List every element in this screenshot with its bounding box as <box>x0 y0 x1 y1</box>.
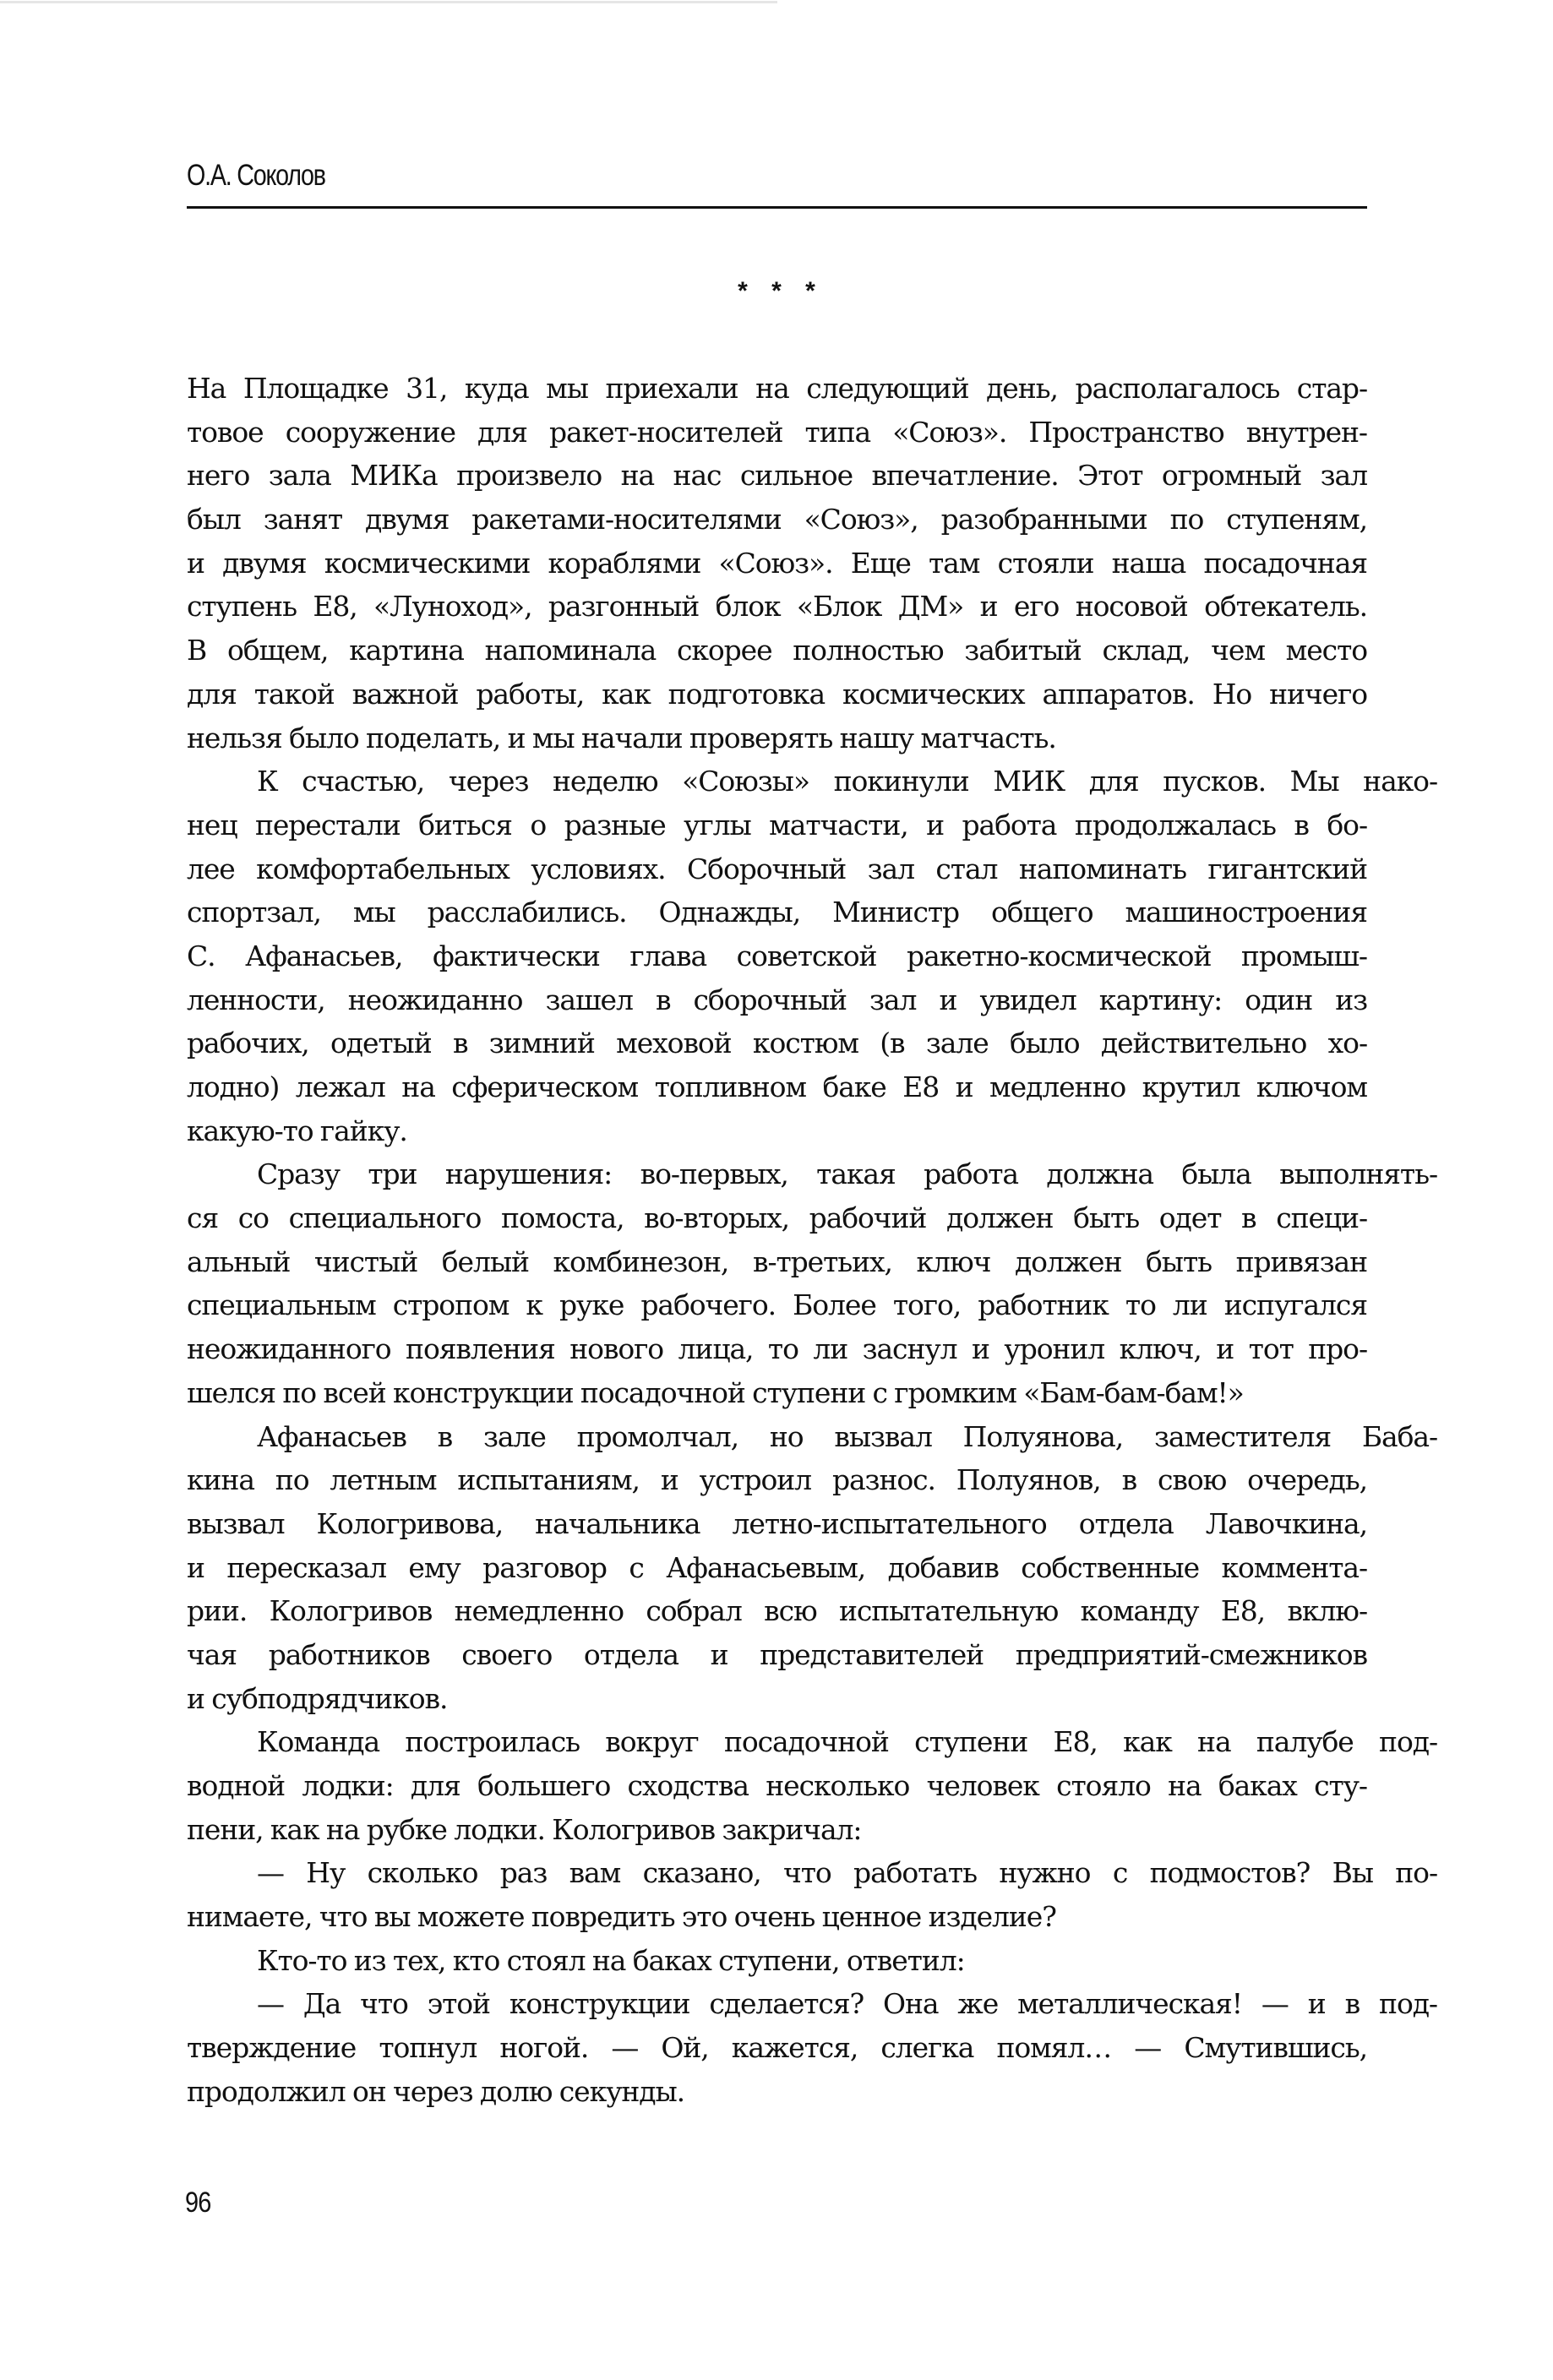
text-line: был занят двумя ракетами-носителями «Союз», разобранными по ступеням, <box>187 503 1367 536</box>
text-line: специальным стропом к руке рабочего. Более того, работник то ли испугался <box>187 1288 1367 1322</box>
text-line: В общем, картина напоминала скорее полностью забитый склад, чем место <box>187 634 1367 667</box>
text-line: продолжил он через долю секунды. <box>187 2074 685 2108</box>
text-line: него зала МИКа произвело на нас сильное впечатление. Этот огромный зал <box>187 459 1367 493</box>
text-line: альный чистый белый комбинезон, в-третьих, ключ должен быть привязан <box>187 1244 1367 1278</box>
text-line: вызвал Кологривова, начальника летно-испытательного отдела Лавочкина, <box>187 1506 1367 1540</box>
section-break-asterisks: * * * <box>738 277 824 305</box>
text-line: ступень Е8, «Луноход», разгонный блок «Блок ДМ» и его носовой обтекатель. <box>187 590 1367 624</box>
text-line: С. Афанасьев, фактически глава советской ракетно-космической промыш- <box>187 939 1367 972</box>
text-line: нельзя было поделать, и мы начали проверять нашу матчасть. <box>187 721 1056 754</box>
text-line: и двумя космическими кораблями «Союз». Еще там стояли наша посадочная <box>187 546 1367 580</box>
text-line: тверждение топнул ногой. — Ой, кажется, слегка помял… — Смутившись, <box>187 2031 1367 2065</box>
text-line: какую-то гайку. <box>187 1114 407 1147</box>
text-line: спортзал, мы расслабились. Однажды, Министр общего машиностроения <box>187 896 1367 929</box>
text-line: лее комфортабельных условиях. Сборочный зал стал напоминать гигантский <box>187 852 1367 885</box>
scan-edge-line <box>0 1 777 3</box>
running-head-author: О.А. Соколов <box>187 159 325 192</box>
text-line: ся со специального помоста, во-вторых, рабочий должен быть одет в специ- <box>187 1201 1367 1235</box>
paragraph <box>187 367 1367 760</box>
text-line: товое сооружение для ракет-носителей типа «Союз». Пространство внутрен- <box>187 415 1367 449</box>
dialogue-paragraph <box>187 1982 1437 2113</box>
text-line: кина по летным испытаниям, и устроил разнос. Полуянов, в свою очередь, <box>187 1463 1367 1497</box>
text-line: Команда построилась вокруг посадочной ступени Е8, как на палубе под- <box>257 1725 1437 1759</box>
text-line: К счастью, через неделю «Союзы» покинули МИК для пусков. Мы нако- <box>257 765 1437 798</box>
text-line: пени, как на рубке лодки. Кологривов закричал: <box>187 1812 862 1846</box>
paragraph <box>187 1152 1437 1414</box>
text-line: — Да что этой конструкции сделается? Она же металлическая! — и в под- <box>257 1987 1437 2021</box>
text-line: Сразу три нарушения: во-первых, такая работа должна была выполнять- <box>257 1157 1437 1191</box>
text-line: На Площадке 31, куда мы приехали на следующий день, располагалось стар- <box>187 372 1367 405</box>
paragraph <box>187 1415 1437 1721</box>
dialogue-paragraph <box>187 1851 1437 1938</box>
text-line: шелся по всей конструкции посадочной ступени с громким «Бам-бам-бам!» <box>187 1375 1244 1409</box>
text-line: и пересказал ему разговор с Афанасьевым, добавив собственные коммента- <box>187 1550 1367 1584</box>
paragraph <box>187 760 1437 1152</box>
text-line: чая работников своего отдела и представителей предприятий-смежников <box>187 1637 1367 1671</box>
text-line: нимаете, что вы можете повредить это очень ценное изделие? <box>187 1900 1056 1934</box>
page-number: 96 <box>185 2187 211 2219</box>
text-line: — Ну сколько раз вам сказано, что работать нужно с подмостов? Вы по- <box>257 1856 1437 1890</box>
header-rule <box>187 206 1367 209</box>
text-line: Афанасьев в зале промолчал, но вызвал Полуянова, заместителя Баба- <box>257 1419 1437 1453</box>
text-line: для такой важной работы, как подготовка космических аппаратов. Но ничего <box>187 677 1367 711</box>
paragraph <box>187 1939 1367 1983</box>
body-text <box>187 367 1437 2114</box>
text-line: рабочих, одетый в зимний меховой костюм (в зале было действительно хо- <box>187 1027 1367 1060</box>
text-line: и субподрядчиков. <box>187 1681 448 1715</box>
paragraph <box>187 1720 1437 1851</box>
text-line: лодно) лежал на сферическом топливном баке Е8 и медленно крутил ключом <box>187 1070 1367 1103</box>
text-line: водной лодки: для большего сходства несколько человек стояло на баках сту- <box>187 1769 1367 1802</box>
text-line: неожиданного появления нового лица, то ли заснул и уронил ключ, и тот про- <box>187 1332 1367 1366</box>
text-line: Кто-то из тех, кто стоял на баках ступени, ответил: <box>257 1943 965 1977</box>
text-line: рии. Кологривов немедленно собрал всю испытательную команду Е8, вклю- <box>187 1594 1367 1628</box>
text-line: нец перестали биться о разные углы матчасти, и работа продолжалась в бо- <box>187 808 1367 841</box>
text-line: ленности, неожиданно зашел в сборочный зал и увидел картину: один из <box>187 983 1367 1016</box>
